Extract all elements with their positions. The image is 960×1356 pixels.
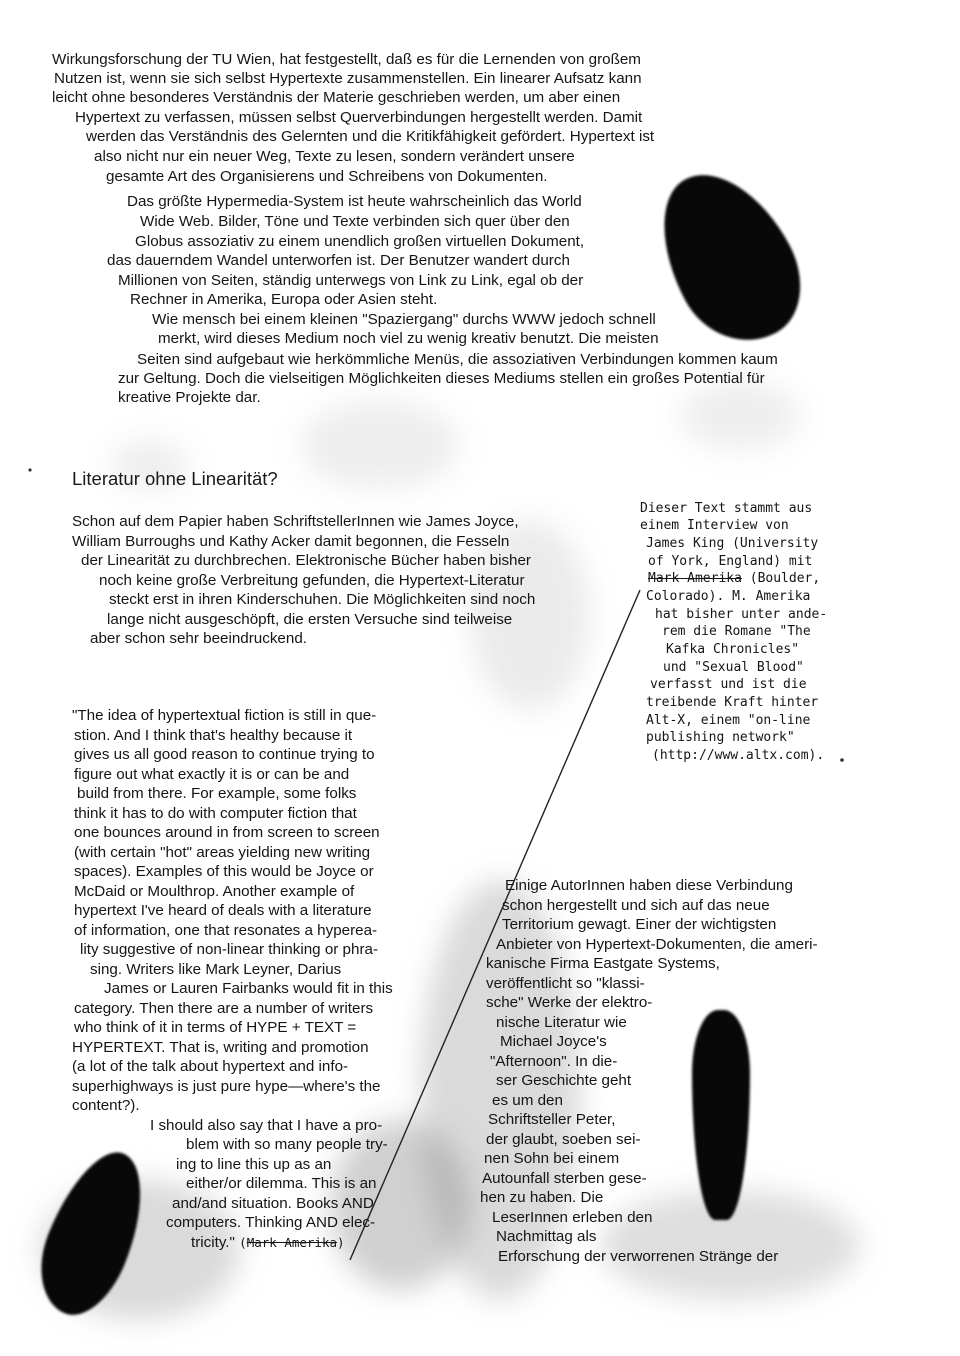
text-line: kanische Firma Eastgate Systems,: [486, 955, 720, 972]
text-line: gesamte Art des Organisierens und Schreibens von Dokumenten.: [106, 168, 548, 185]
quote-line: (a lot of the talk about hypertext and info-: [72, 1058, 349, 1075]
text-line: nische Literatur wie: [496, 1014, 627, 1031]
section-heading: Literatur ohne Linearität?: [72, 468, 278, 489]
text-line: Wirkungsforschung der TU Wien, hat festgestellt, daß es für die Lernenden von großem: [52, 51, 641, 68]
quote-line: category. Then there are a number of writers: [74, 1000, 374, 1017]
text-line: der Linearität zu durchbrechen. Elektronische Bücher haben bisher: [81, 552, 531, 569]
text-line: Einige AutorInnen haben diese Verbindung: [505, 877, 793, 894]
note-line: James King (University: [646, 536, 819, 551]
text-line: es um den: [492, 1092, 563, 1109]
text-line: werden das Verständnis des Gelernten und die Kritikfähigkeit gefördert. Hypertext ist: [86, 128, 655, 145]
note-line: (http://www.altx.com).: [652, 748, 825, 763]
text-line: also nicht nur ein neuer Weg, Texte zu lesen, sondern verändert unsere: [94, 148, 575, 165]
quote-line: I should also say that I have a pro-: [150, 1117, 383, 1134]
quote-line: build from there. For example, some folks: [77, 785, 357, 802]
note-line: of York, England) mit: [648, 554, 813, 569]
note-line: Dieser Text stammt aus: [640, 501, 813, 516]
quote-line: lity suggestive of non-linear thinking or phra-: [80, 941, 379, 958]
quote-line: computers. Thinking AND elec-: [166, 1214, 376, 1231]
quote-line: McDaid or Moulthrop. Another example of: [74, 883, 355, 900]
text-line: hen zu haben. Die: [480, 1189, 604, 1206]
text-line: "Afternoon". In die-: [490, 1053, 618, 1070]
note-line: Kafka Chronicles": [666, 642, 800, 657]
text-line: Hypertext zu verfassen, müssen selbst Querverbindungen hergestellt werden. Damit: [75, 109, 643, 126]
text-line: veröffentlicht so "klassi-: [486, 975, 645, 992]
text-line: Wide Web. Bilder, Töne und Texte verbinden sich quer über den: [140, 213, 570, 230]
text-line: nen Sohn bei einem: [484, 1150, 620, 1167]
quote-line: figure out what exactly it is or can be and: [74, 766, 350, 783]
quote-line: sing. Writers like Mark Leyner, Darius: [90, 961, 342, 978]
quote-line: stion. And I think that's healthy because it: [74, 727, 353, 744]
quote-line: "The idea of hypertextual fiction is still in que-: [72, 707, 377, 724]
quote-line: think it has to do with computer fiction that: [74, 805, 357, 822]
note-line: treibende Kraft hinter: [646, 695, 819, 710]
note-line: verfasst und ist die: [650, 677, 807, 692]
text-line: Erforschung der verworrenen Stränge der: [498, 1248, 779, 1265]
text-line: Autounfall sterben gese-: [482, 1170, 647, 1187]
text-line: Millionen von Seiten, ständig unterwegs von Link zu Link, egal ob der: [118, 272, 584, 289]
note-line: Colorado). M. Amerika: [646, 589, 811, 604]
text-line: Rechner in Amerika, Europa oder Asien steht.: [130, 291, 438, 308]
text-line: Territorium gewagt. Einer der wichtigsten: [502, 916, 777, 933]
text-line: Anbieter von Hypertext-Dokumenten, die ameri-: [496, 936, 818, 953]
text-line: Seiten sind aufgebaut wie herkömmliche Menüs, die assoziativen Verbindungen kommen kaum: [137, 351, 778, 368]
quote-line: either/or dilemma. This is an: [186, 1175, 377, 1192]
quote-line: who think of it in terms of HYPE + TEXT =: [74, 1019, 357, 1036]
quote-line: HYPERTEXT. That is, writing and promotion: [72, 1039, 369, 1056]
text-line: noch keine große Verbreitung gefunden, die Hypertext-Literatur: [99, 572, 525, 589]
quote-line: tricity." (Mark Amerika): [191, 1234, 345, 1251]
text-line: ser Geschichte geht: [496, 1072, 632, 1089]
text-line: leicht ohne besonderes Verständnis der Materie geschrieben werden, um aber einen: [52, 89, 621, 106]
note-line: Alt-X, einem "on-line: [646, 713, 811, 728]
quote-line: spaces). Examples of this would be Joyce or: [74, 863, 374, 880]
text-line: der glaubt, soeben sei-: [486, 1131, 641, 1148]
text-line: merkt, wird dieses Medium noch viel zu wenig kreativ benutzt. Die meisten: [158, 330, 659, 347]
note-line: hat bisher unter ande-: [655, 607, 828, 622]
text-line: lange nicht ausgeschöpft, die ersten Versuche sind teilweise: [107, 611, 513, 628]
struck-name: Mark Amerika: [648, 571, 742, 586]
quote-line: ing to line this up as an: [176, 1156, 332, 1173]
quote-line: blem with so many people try-: [186, 1136, 388, 1153]
struck-signature: (Mark Amerika): [239, 1235, 345, 1250]
text-line: Schriftsteller Peter,: [488, 1111, 616, 1128]
text-line: Das größte Hypermedia-System ist heute wahrscheinlich das World: [127, 193, 582, 210]
text-line: zur Geltung. Doch die vielseitigen Möglichkeiten dieses Mediums stellen ein großes Potential für: [118, 370, 765, 387]
text-line: schon hergestellt und sich auf das neue: [502, 897, 770, 914]
note-line: publishing network": [646, 730, 795, 745]
text-line: sche" Werke der elektro-: [486, 994, 653, 1011]
quote-line: hypertext I've heard of deals with a literature: [74, 902, 372, 919]
note-line: rem die Romane "The: [662, 624, 811, 639]
quote-line: James or Lauren Fairbanks would fit in this: [104, 980, 393, 997]
note-line: und "Sexual Blood": [663, 660, 804, 675]
quote-line: of information, one that resonates a hyperea-: [74, 922, 378, 939]
quote-line: (with certain "hot" areas yielding new writing: [74, 844, 371, 861]
text-line: das dauerndem Wandel unterworfen ist. Der Benutzer wandert durch: [107, 252, 570, 269]
text-line: Wie mensch bei einem kleinen "Spaziergang" durchs WWW jedoch schnell: [152, 311, 656, 328]
text-line: steckt erst in ihren Kinderschuhen. Die Möglichkeiten sind noch: [109, 591, 536, 608]
text-line: aber schon sehr beeindruckend.: [90, 630, 307, 647]
quote-line: content?).: [72, 1097, 140, 1114]
note-line: einem Interview von: [640, 518, 789, 533]
text-line: Globus assoziativ zu einem unendlich großen virtuellen Dokument,: [135, 233, 585, 250]
note-line: Mark Amerika (Boulder,: [648, 571, 821, 586]
quote-line: and/and situation. Books AND: [172, 1195, 374, 1212]
text-line: William Burroughs und Kathy Acker damit begonnen, die Fesseln: [72, 533, 510, 550]
text-line: LeserInnen erleben den: [492, 1209, 653, 1226]
text-line: Schon auf dem Papier haben SchriftstellerInnen wie James Joyce,: [72, 513, 519, 530]
text-line: Nachmittag als: [496, 1228, 597, 1245]
text-line: kreative Projekte dar.: [118, 389, 261, 406]
quote-line: superhighways is just pure hype—where's the: [72, 1078, 381, 1095]
quote-line: one bounces around in from screen to screen: [74, 824, 380, 841]
quote-line: gives us all good reason to continue trying to: [74, 746, 375, 763]
text-line: Michael Joyce's: [500, 1033, 607, 1050]
text-line: Nutzen ist, wenn sie sich selbst Hypertexte zusammenstellen. Ein linearer Aufsatz kann: [54, 70, 642, 87]
